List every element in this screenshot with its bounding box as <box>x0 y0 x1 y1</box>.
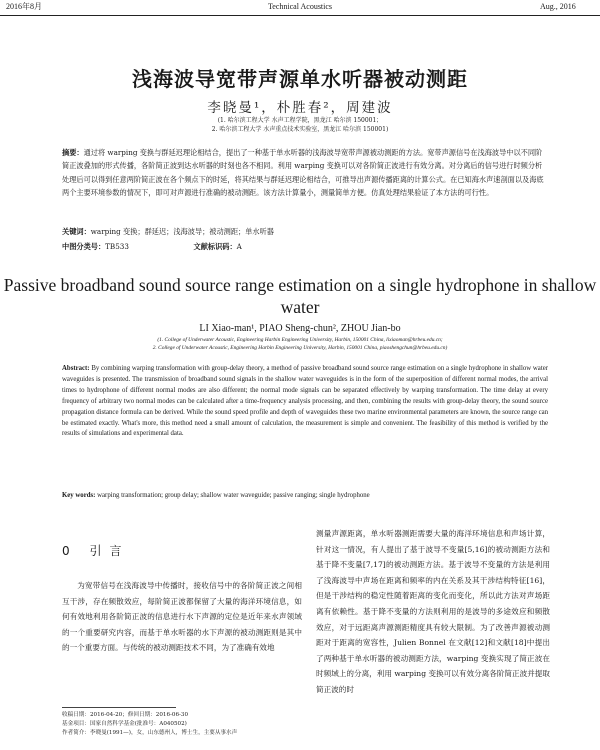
doc-code-label: 文献标识码： <box>193 242 237 251</box>
authors-en: LI Xiao-man¹, PIAO Sheng-chun², ZHOU Jian-bo <box>199 323 401 334</box>
body-column-left: 为宽带信号在浅海波导中传播时，接收信号中的各阶简正波之间相互干涉，存在频散效应，每阶简正波都保留了大量的海洋环境信息，如何有效地利用各阶简正波的信息进行水下声源的定位是近年来水声领域的一个重要研究内容，而基于单水听器的水下声源的被动测距则是其中的一个重要方面。与传统的被动测距技术不同，为了准确有效地 <box>62 581 302 653</box>
section-heading <box>62 542 129 559</box>
keywords-en-text: warping transformation; group delay; shallow water waveguide; passive ranging; single hydrophone <box>97 492 370 499</box>
affiliation-cn-1: (1. 哈尔滨工程大学 水声工程学院，黑龙江 哈尔滨 150001； <box>217 117 383 124</box>
abstract-cn-text: 通过将 warping 变换与群延迟理论相结合，提出了一种基于单水听器的浅海波导宽带声源被动测距的方法。宽带声源信号在浅海波导中以不同阶简正波叠加的形式传播，各阶简正波到达水听器的时刻也各不相同。利用 warping 变换可以对各阶简正波进行有效分离。对分离后的信号进行时频分析处理后可以得到任意两阶简正波在各个频点下的时延，将其结果与群延迟理论相结合，可推导出声源传播距离的计算公式。在已知海水声速剖面以及海底两个主要环境参数的情况下，即可对声源进行准确的被动测距。该方法计算量小，测量简单方便。仿真处理结果验证了本方法的可行性。 <box>62 148 544 198</box>
abstract-en-label: Abstract: <box>62 365 90 372</box>
affiliation-en-2: 2. College of Underwater Acoustic, Engineering Harbin Engineering University, Harbin, 150001 China, piaoshengchun@hrbeu.edu.cn) <box>152 345 448 351</box>
header-date: 2016年8月 <box>6 2 42 11</box>
keywords-cn-label: 关键词： <box>62 227 91 236</box>
abstract-en <box>62 364 548 440</box>
keywords-en-label: Key words: <box>62 492 96 499</box>
clc-label: 中图分类号： <box>62 242 106 251</box>
paper-title-en: Passive broadband sound source range estimation on a single hydrophone in shallow water <box>3 275 597 317</box>
abstract-en-text: By combining warping transformation with group-delay theory, a method of passive broadband sound source range estimation on a single hydrophone in shallow water waveguides is presented. The transmission of broadband sound signals in the shallow water waveguides is in the form of the superposition of different normal modes, the arrival times to hydrophone of different normal modes are also different; the normal mode signals can be separated effectively by warping transformation. The time delay at every frequency of arbitrary two normal modes can be calculated after a time-frequency analysis processing, and then, combining the results with group-delay theory, the sound source propagation distance formula can be derived. While the sound speed profile and depth of waveguides these two marine environmental parameters are known, the source range can be estimated exactly. What's more, this method need a small amount of calculation, the measurement is simple and convenient. The feasibility of this method is verified by the results of simulations and experimental data. <box>62 365 548 438</box>
header-journal: Technical Acoustics <box>267 2 333 11</box>
abstract-cn-label: 摘要： <box>62 148 84 157</box>
affiliation-en-1: (1. College of Underwater Acoustic, Engineering Harbin Engineering University, Harbin, 150001 China, lixiaoman@hrbeu.edu.cn; <box>157 337 443 343</box>
keywords-cn <box>62 226 548 238</box>
footnote-funding: 基金项目：国家自然科学基金(批准号：A040502) <box>62 721 187 727</box>
affiliation-cn-2: 2. 哈尔滨工程大学 水声重点技术实验室，黑龙江 哈尔滨 150001) <box>211 126 389 133</box>
footnote-received: 收稿日期：2016-04-20；修回日期：2016-06-30 <box>62 712 189 718</box>
section-title: 引言 <box>89 544 130 558</box>
authors-cn: 李晓曼¹，朴胜春²，周建波 <box>207 100 393 116</box>
abstract-cn <box>62 146 548 200</box>
header-date-en: Aug., 2016 <box>540 2 576 11</box>
keywords-en <box>62 490 548 501</box>
paper-title-cn: 浅海波导宽带声源单水听器被动测距 <box>132 67 468 91</box>
clc-value: TB533 <box>105 242 129 251</box>
keywords-cn-text: warping 变换；群延迟；浅海波导；被动测距；单水听器 <box>90 227 274 236</box>
section-number: 0 <box>62 544 78 558</box>
footnote-divider <box>62 707 176 708</box>
classification-row <box>62 241 548 253</box>
doc-code-value: A <box>236 242 242 251</box>
body-column-right: 测量声源距离，单水听器测距需要大量的海洋环境信息和声场计算，针对这一情况，有人提出了基于波导不变量[5,16]的被动测距方法和基于降不变量[7,17]的被动测距方法。基于波导不变量的方法是利用了浅海波导中声场在距离和频率的内在关系及其干涉结构特征[16]，但是干涉结构的稳定性随着距离的变化而变化，所以此方法对声场距离有依赖性。基于降不变量的方法则利用的是波导的多途效应和频散效应，对于远距离声源测距精度具有较大限制。为了改善声源被动测距对于距离的宽容性，Julien Bonnel 在文献[12]和文献[18]中提出了两种基于单水听器的被动测距方法，warping 变换实现了简正波在时频域上的分离，利用 warping 变换可以有效分离各阶简正波并提取简正波的时 <box>316 529 550 694</box>
footnote-author: 作者简介：李晓曼(1991—)，女，山东德州人，博士生，主要从事水声 <box>62 730 238 736</box>
